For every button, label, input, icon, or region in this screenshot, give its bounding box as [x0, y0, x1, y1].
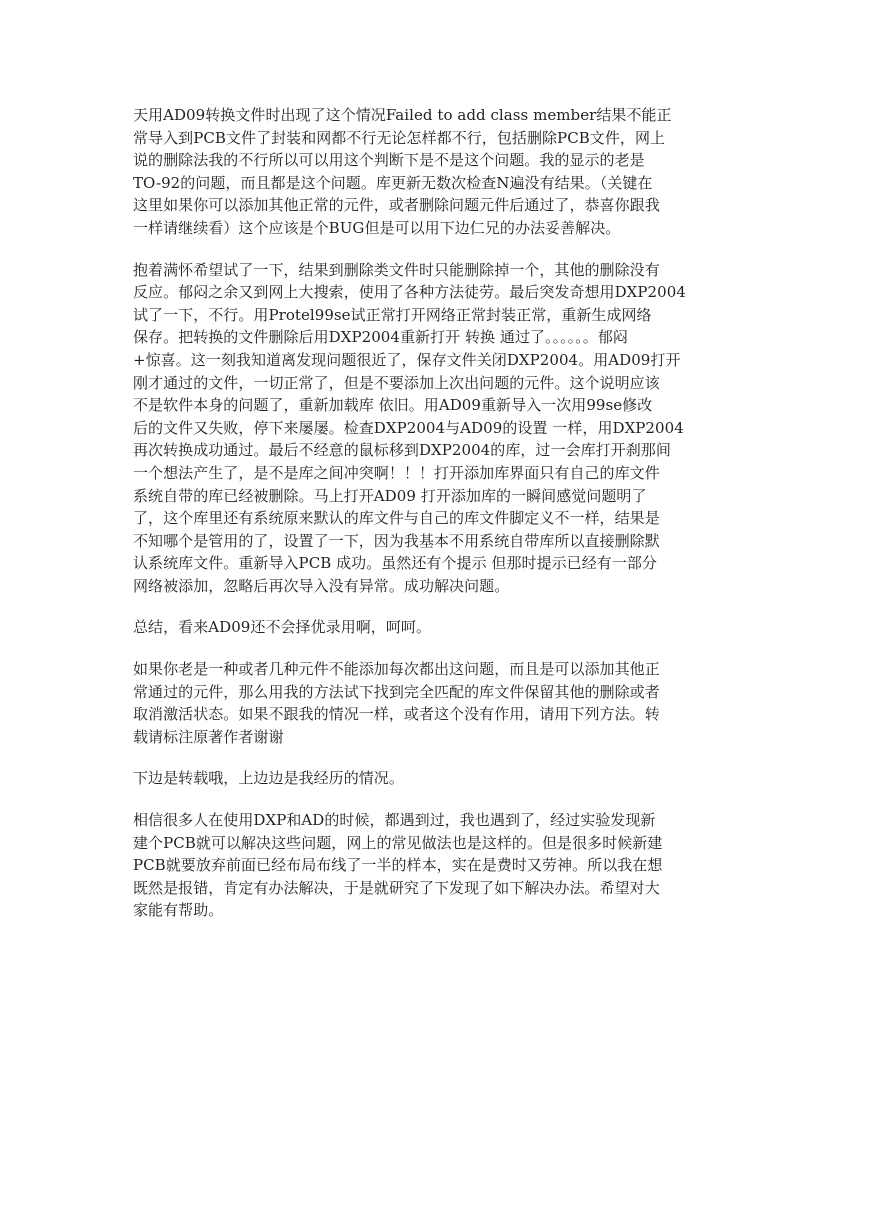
text-line: 常导入到PCB文件了封装和网都不行无论怎样都不行，包括删除PCB文件，网上 [133, 128, 666, 147]
text-line: 相信很多人在使用DXP和AD的时候，都遇到过，我也遇到了，经过实验发现新 [133, 811, 656, 830]
text-line: 后的文件又失败，停下来屡屡。检查DXP2004与AD09的设置 一样，用DXP2004 [133, 418, 684, 437]
paragraph-3 [133, 616, 738, 639]
text-line: 取消激活状态。如果不跟我的情况一样，或者这个没有作用，请用下列方法。转 [133, 705, 660, 724]
text-line: 系统自带的库已经被删除。马上打开AD09 打开添加库的一瞬间感觉问题明了 [133, 486, 647, 505]
text-line: TO-92的问题，而且都是这个问题。库更新无数次检查N遍没有结果。（关键在 [133, 173, 653, 192]
text-line: 网络被添加，忽略后再次导入没有异常。成功解决问题。 [133, 576, 510, 595]
text-line: 常通过的元件，那么用我的方法试下找到完全匹配的库文件保留其他的删除或者 [133, 682, 660, 701]
text-line: 一个想法产生了，是不是库之间冲突啊！！！打开添加库界面只有自己的库文件 [133, 463, 660, 482]
text-line: 家能有帮助。 [133, 901, 224, 920]
text-line: 这里如果你可以添加其他正常的元件，或者删除问题元件后通过了，恭喜你跟我 [133, 196, 660, 215]
text-line: 下边是转载哦，上边边是我经历的情况。 [133, 769, 404, 788]
text-line: 如果你老是一种或者几种元件不能添加每次都出这问题，而且是可以添加其他正 [133, 660, 660, 679]
text-line: 保存。把转换的文件删除后用DXP2004重新打开 转换 通过了。。。。。。郁闷 [133, 328, 628, 347]
paragraph-6 [133, 809, 738, 922]
text-line: 天用AD09转换文件时出现了这个情况Failed to add class member结果不能正 [133, 106, 672, 124]
paragraph-4 [133, 658, 738, 748]
text-line: 了，这个库里还有系统原来默认的库文件与自己的库文件脚定义不一样，结果是 [133, 509, 660, 528]
text-line: 说的删除法我的不行所以可以用这个判断下是不是这个问题。我的显示的老是 [133, 151, 645, 170]
text-line: 抱着满怀希望试了一下，结果到删除类文件时只能删除掉一个，其他的删除没有 [133, 260, 660, 279]
text-line: 既然是报错，肯定有办法解决，于是就研究了下发现了如下解决办法。希望对大 [133, 878, 660, 897]
text-line: 不知哪个是管用的了，设置了一下，因为我基本不用系统自带库所以直接删除默 [133, 531, 660, 550]
text-line: 总结，看来AD09还不会择优录用啊，呵呵。 [133, 618, 431, 637]
text-line: 认系统库文件。重新导入PCB 成功。虽然还有个提示 但那时提示已经有一部分 [133, 554, 657, 573]
text-line: 不是软件本身的问题了，重新加载库 依旧。用AD09重新导入一次用99se修改 [133, 396, 653, 415]
text-line: 一样请继续看）这个应该是个BUG但是可以用下边仁兄的办法妥善解决。 [133, 218, 621, 237]
text-line: PCB就要放弃前面已经布局布线了一半的样本，实在是费时又劳神。所以我在想 [133, 856, 663, 875]
text-line: 反应。郁闷之余又到网上大搜索，使用了各种方法徒劳。最后突发奇想用DXP2004 [133, 283, 686, 302]
paragraph-1 [133, 104, 738, 240]
paragraph-5 [133, 767, 738, 790]
text-line: 载请标注原著作者谢谢 [133, 727, 284, 746]
paragraph-2 [133, 259, 738, 598]
text-line: 建个PCB就可以解决这些问题，网上的常见做法也是这样的。但是很多时候新建 [133, 833, 663, 852]
text-line: 刚才通过的文件，一切正常了，但是不要添加上次出问题的元件。这个说明应该 [133, 373, 660, 392]
text-line: 试了一下，不行。用Protel99se试正常打开网络正常封装正常，重新生成网络 [133, 305, 652, 324]
document-body [133, 104, 738, 941]
text-line: 再次转换成功通过。最后不经意的鼠标移到DXP2004的库，过一会库打开刹那间 [133, 441, 671, 460]
text-line: +惊喜。这一刻我知道离发现问题很近了，保存文件关闭DXP2004。用AD09打开 [133, 350, 681, 369]
